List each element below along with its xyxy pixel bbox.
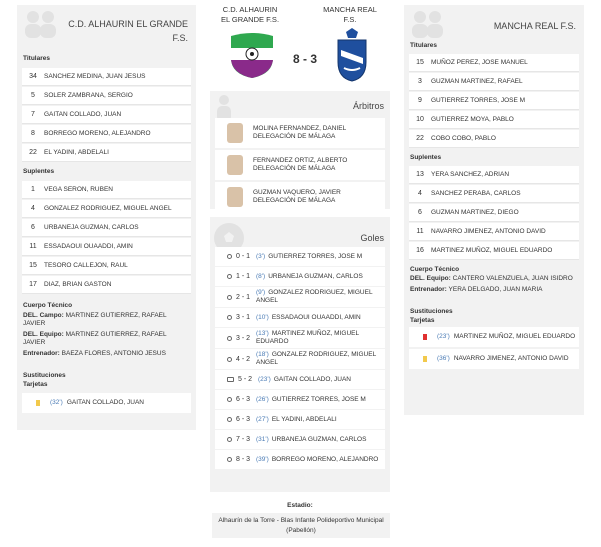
goal-score: 5 - 2 xyxy=(238,376,253,383)
goal-score: 6 - 3 xyxy=(236,416,251,423)
referee-delegation: DELEGACIÓN DE MÁLAGA xyxy=(253,165,336,172)
player-name[interactable]: NAVARRO JIMENEZ, ANTONIO DAVID xyxy=(431,228,546,235)
player-number: 7 xyxy=(31,111,35,118)
goals-label: Goles xyxy=(360,233,384,243)
staff-name: YERA DELGADO, JUAN MARIA xyxy=(448,286,543,293)
goal-minute: (39') xyxy=(256,455,269,463)
player-number: 16 xyxy=(416,247,424,254)
goal-row xyxy=(215,410,385,429)
referee-info xyxy=(253,125,346,141)
player-name[interactable]: COBO COBO, PABLO xyxy=(431,135,496,142)
goal-scorer[interactable]: MARTINEZ MUÑOZ, MIGUEL EDUARDO xyxy=(256,330,359,345)
player-number: 13 xyxy=(416,171,424,178)
player-row[interactable] xyxy=(409,54,579,72)
player-name[interactable]: GUZMAN MARTINEZ, RAFAEL xyxy=(431,78,523,85)
goal-minute: (18') xyxy=(256,351,269,358)
ball-icon xyxy=(227,417,232,422)
goal-row xyxy=(215,328,385,348)
home-cards-label: Tarjetas xyxy=(23,381,48,388)
player-row[interactable] xyxy=(409,166,579,184)
referee-row[interactable] xyxy=(215,182,385,212)
home-team-logo[interactable] xyxy=(227,30,277,80)
referee-delegation: DELEGACIÓN DE MÁLAGA xyxy=(253,197,336,204)
goal-scorer[interactable]: EL YADINI, ABDELALI xyxy=(271,415,337,423)
player-row[interactable] xyxy=(409,204,579,222)
referees-panel xyxy=(210,91,390,209)
home-team-header xyxy=(17,5,196,49)
goal-score: 0 - 1 xyxy=(236,253,251,260)
referee-row[interactable] xyxy=(215,118,385,148)
goal-scorer[interactable]: GONZALEZ RODRIGUEZ, MIGUEL ANGEL xyxy=(256,351,376,366)
player-name[interactable]: GAITAN COLLADO, JUAN xyxy=(44,111,122,118)
goal-row xyxy=(215,390,385,409)
goal-scorer[interactable]: ESSADAOUI OUAADDI, AMIN xyxy=(271,313,361,321)
ball-icon xyxy=(227,295,232,300)
goal-minute: (13') xyxy=(256,330,269,337)
referees-label: Árbitros xyxy=(352,101,384,111)
player-number: 6 xyxy=(31,224,35,231)
player-row[interactable] xyxy=(22,219,191,237)
home-subs-label: Suplentes xyxy=(23,168,55,175)
player-number: 22 xyxy=(29,149,37,156)
ball-icon xyxy=(227,397,232,402)
player-name[interactable]: BORREGO MORENO, ALEJANDRO xyxy=(44,130,151,137)
staff-member xyxy=(410,286,578,294)
away-staff-label: Cuerpo Técnico xyxy=(410,266,460,273)
goal-row xyxy=(215,267,385,286)
ball-icon xyxy=(227,336,232,341)
stadium-name: Alhaurín de la Torre - Blas Infante Polideportivo Municipal (Pabellón) xyxy=(212,513,390,538)
referee-delegation: DELEGACIÓN DE MÁLAGA xyxy=(253,133,336,140)
goal-minute: (3') xyxy=(256,252,266,260)
referee-row[interactable] xyxy=(215,150,385,180)
referee-photo xyxy=(227,155,243,175)
away-team-panel xyxy=(404,5,584,415)
player-row[interactable] xyxy=(409,130,579,148)
ball-icon xyxy=(227,357,232,362)
player-number: 6 xyxy=(418,209,422,216)
goal-minute: (31') xyxy=(256,435,269,443)
player-number: 8 xyxy=(31,130,35,137)
goal-text xyxy=(256,330,385,346)
away-starters-label: Titulares xyxy=(410,42,437,49)
goal-text xyxy=(256,456,378,464)
home-starters-list xyxy=(17,68,196,162)
goal-text xyxy=(256,436,366,444)
player-name[interactable]: MARTINEZ MUÑOZ, MIGUEL EDUARDO xyxy=(431,247,553,254)
goal-scorer[interactable]: GONZALEZ RODRIGUEZ, MIGUEL ANGEL xyxy=(256,289,373,304)
home-team-name: C.D. ALHAURIN EL GRANDE F.S. xyxy=(68,19,188,43)
goal-scorer[interactable]: GUTIERREZ TORRES, JOSE M xyxy=(268,252,363,260)
goal-score: 3 - 2 xyxy=(236,334,251,342)
away-substitutions-label: Sustituciones xyxy=(410,308,453,315)
card-row xyxy=(409,349,579,369)
player-row[interactable] xyxy=(22,125,191,143)
staff-role: Entrenador: xyxy=(23,350,60,357)
away-subs-label: Suplentes xyxy=(410,154,442,161)
staff-name: MARTINEZ GUTIERREZ, RAFAEL JAVIER xyxy=(23,312,167,327)
goal-row xyxy=(215,247,385,266)
goal-text xyxy=(258,376,351,384)
player-row[interactable] xyxy=(409,92,579,110)
player-name[interactable]: YERA SANCHEZ, ADRIAN xyxy=(431,171,510,178)
card-player[interactable]: GAITAN COLLADO, JUAN xyxy=(66,399,144,406)
yellow-card-icon xyxy=(423,356,427,362)
staff-role: Entrenador: xyxy=(410,286,447,293)
ball-icon xyxy=(227,274,232,279)
goal-minute: (10') xyxy=(256,313,269,321)
card-text xyxy=(437,333,575,341)
ball-icon xyxy=(227,254,232,259)
card-text xyxy=(437,355,569,363)
card-player[interactable]: NAVARRO JIMENEZ, ANTONIO DAVID xyxy=(453,355,569,362)
staff-member xyxy=(23,331,190,347)
player-row[interactable] xyxy=(22,144,191,162)
staff-member xyxy=(23,312,190,328)
player-number: 15 xyxy=(29,262,37,269)
home-staff-list xyxy=(17,312,196,358)
goal-minute: (26') xyxy=(256,395,269,403)
referee-info xyxy=(253,157,347,173)
player-row[interactable] xyxy=(409,185,579,203)
match-score: 8 - 3 xyxy=(292,52,317,66)
player-name[interactable]: GUZMAN MARTINEZ, DIEGO xyxy=(431,209,519,216)
card-row xyxy=(409,327,579,347)
card-player[interactable]: MARTINEZ MUÑOZ, MIGUEL EDUARDO xyxy=(453,333,576,340)
away-team-short-name[interactable]: MANCHA REAL F.S. xyxy=(323,5,377,24)
goal-minute: (27') xyxy=(256,415,269,423)
player-number: 15 xyxy=(416,59,424,66)
home-cards-list xyxy=(17,393,196,413)
away-cards-label: Tarjetas xyxy=(410,317,435,324)
card-text xyxy=(50,399,144,407)
staff-name: MARTINEZ GUTIERREZ, RAFAEL JAVIER xyxy=(23,331,167,346)
staff-name: CANTERO VALENZUELA, JUAN ISIDRO xyxy=(452,275,573,282)
goals-list xyxy=(210,247,390,470)
goal-score: 7 - 3 xyxy=(236,436,251,443)
away-cards-list xyxy=(404,327,584,369)
player-name[interactable]: GUTIERREZ TORRES, JOSE M xyxy=(431,97,526,104)
player-number: 10 xyxy=(416,116,424,123)
staff-member xyxy=(23,350,190,358)
away-team-header xyxy=(404,5,584,49)
goal-minute: (8') xyxy=(256,272,266,280)
player-number: 4 xyxy=(31,205,35,212)
goal-scorer[interactable]: BORREGO MORENO, ALEJANDRO xyxy=(271,455,379,463)
referee-name[interactable]: MOLINA FERNANDEZ, DANIEL xyxy=(253,125,347,132)
goal-row xyxy=(215,308,385,327)
player-number: 11 xyxy=(416,228,424,235)
ball-icon xyxy=(227,457,232,462)
ball-icon xyxy=(227,315,232,320)
goals-panel xyxy=(210,217,390,492)
home-starters-label: Titulares xyxy=(23,55,50,62)
card-minute: (23') xyxy=(437,333,450,340)
player-row[interactable] xyxy=(409,242,579,260)
player-name[interactable]: VEGA SERON, RUBEN xyxy=(44,186,113,193)
player-name[interactable]: DIAZ, BRIAN GASTON xyxy=(44,281,112,288)
goal-text xyxy=(256,273,363,281)
goal-score: 1 - 1 xyxy=(236,273,251,280)
player-name[interactable]: GONZALEZ RODRIGUEZ, MIGUEL ANGEL xyxy=(44,205,172,212)
referee-photo xyxy=(227,123,243,143)
goal-score: 4 - 2 xyxy=(236,355,251,363)
player-number: 5 xyxy=(31,92,35,99)
player-number: 3 xyxy=(418,78,422,85)
home-staff-label: Cuerpo Técnico xyxy=(23,302,73,309)
player-row[interactable] xyxy=(22,87,191,105)
goal-row xyxy=(215,450,385,469)
goal-text xyxy=(256,351,385,367)
goal-text xyxy=(256,396,366,404)
goal-row xyxy=(215,370,385,389)
stadium-label: Estadio: xyxy=(287,502,313,509)
home-team-short-name[interactable]: C.D. ALHAURIN EL GRANDE F.S. xyxy=(220,5,280,24)
away-team-logo[interactable] xyxy=(332,28,372,82)
goal-score: 2 - 1 xyxy=(236,293,251,301)
away-team-name: MANCHA REAL F.S. xyxy=(493,21,576,31)
goal-scorer[interactable]: URBANEJA GUZMAN, CARLOS xyxy=(271,435,367,443)
staff-role: DEL. Equipo: xyxy=(410,275,451,282)
player-name[interactable]: MUÑOZ PEREZ, JOSE MANUEL xyxy=(431,59,528,66)
red-card-icon xyxy=(423,334,427,340)
player-number: 4 xyxy=(418,190,422,197)
player-name[interactable]: GUTIERREZ MOYA, PABLO xyxy=(431,116,514,123)
goal-scorer[interactable]: GUTIERREZ TORRES, JOSE M xyxy=(271,395,366,403)
player-row[interactable] xyxy=(409,223,579,241)
card-row xyxy=(22,393,191,413)
player-name[interactable]: URBANEJA GUZMAN, CARLOS xyxy=(44,224,139,231)
goal-text xyxy=(256,289,385,305)
goal-minute: (9') xyxy=(256,289,266,296)
referee-name[interactable]: GUZMAN VAQUERO, JAVIER xyxy=(253,189,341,196)
referee-name[interactable]: FERNANDEZ ORTIZ, ALBERTO xyxy=(253,157,348,164)
goal-score: 3 - 1 xyxy=(236,314,251,321)
own-goal-icon xyxy=(227,377,234,382)
goal-score: 6 - 3 xyxy=(236,396,251,403)
player-row[interactable] xyxy=(22,276,191,294)
player-name[interactable]: EL YADINI, ABDELALI xyxy=(44,149,109,156)
player-row[interactable] xyxy=(409,111,579,129)
goal-scorer[interactable]: GAITAN COLLADO, JUAN xyxy=(273,375,351,383)
card-minute: (32') xyxy=(50,399,63,406)
goal-row xyxy=(215,287,385,307)
player-name[interactable]: TESORO CALLEJON, RAUL xyxy=(44,262,128,269)
home-subs-list xyxy=(17,181,196,294)
player-number: 1 xyxy=(31,186,35,193)
goal-scorer[interactable]: URBANEJA GUZMAN, CARLOS xyxy=(268,272,363,280)
player-row[interactable] xyxy=(409,73,579,91)
player-number: 17 xyxy=(29,281,37,288)
player-row[interactable] xyxy=(22,257,191,275)
staff-role: DEL. Campo: xyxy=(23,312,64,319)
away-subs-list xyxy=(404,166,584,260)
goal-row xyxy=(215,430,385,449)
player-number: 11 xyxy=(29,243,37,250)
referees-list xyxy=(210,118,390,214)
goal-text xyxy=(256,416,337,424)
staff-member xyxy=(410,275,578,283)
staff-name: BAEZA FLORES, ANTONIO JESUS xyxy=(61,350,166,357)
referee-photo xyxy=(227,187,243,207)
goal-row xyxy=(215,349,385,369)
card-minute: (36') xyxy=(437,355,450,362)
goal-minute: (23') xyxy=(258,375,271,383)
referee-info xyxy=(253,189,341,205)
yellow-card-icon xyxy=(36,400,40,406)
player-number: 9 xyxy=(418,97,422,104)
player-name[interactable]: SOLER ZAMBRANA, SERGIO xyxy=(44,92,133,99)
player-row[interactable] xyxy=(22,200,191,218)
goal-score: 8 - 3 xyxy=(236,456,251,463)
away-starters-list xyxy=(404,54,584,148)
ball-icon xyxy=(227,437,232,442)
home-team-panel xyxy=(17,5,196,430)
player-row[interactable] xyxy=(22,181,191,199)
player-number: 34 xyxy=(29,73,37,80)
goal-text xyxy=(256,314,361,322)
match-header xyxy=(210,0,390,90)
player-row[interactable] xyxy=(22,106,191,124)
away-staff-list xyxy=(404,275,584,294)
player-name[interactable]: SANCHEZ PERABA, CARLOS xyxy=(431,190,521,197)
player-name[interactable]: SANCHEZ MEDINA, JUAN JESUS xyxy=(44,73,146,80)
goal-text xyxy=(256,253,362,261)
staff-role: DEL. Equipo: xyxy=(23,331,64,338)
player-row[interactable] xyxy=(22,238,191,256)
player-name[interactable]: ESSADAOUI OUAADDI, AMIN xyxy=(44,243,133,250)
home-substitutions-label: Sustituciones xyxy=(23,372,66,379)
player-row[interactable] xyxy=(22,68,191,86)
player-number: 22 xyxy=(416,135,424,142)
